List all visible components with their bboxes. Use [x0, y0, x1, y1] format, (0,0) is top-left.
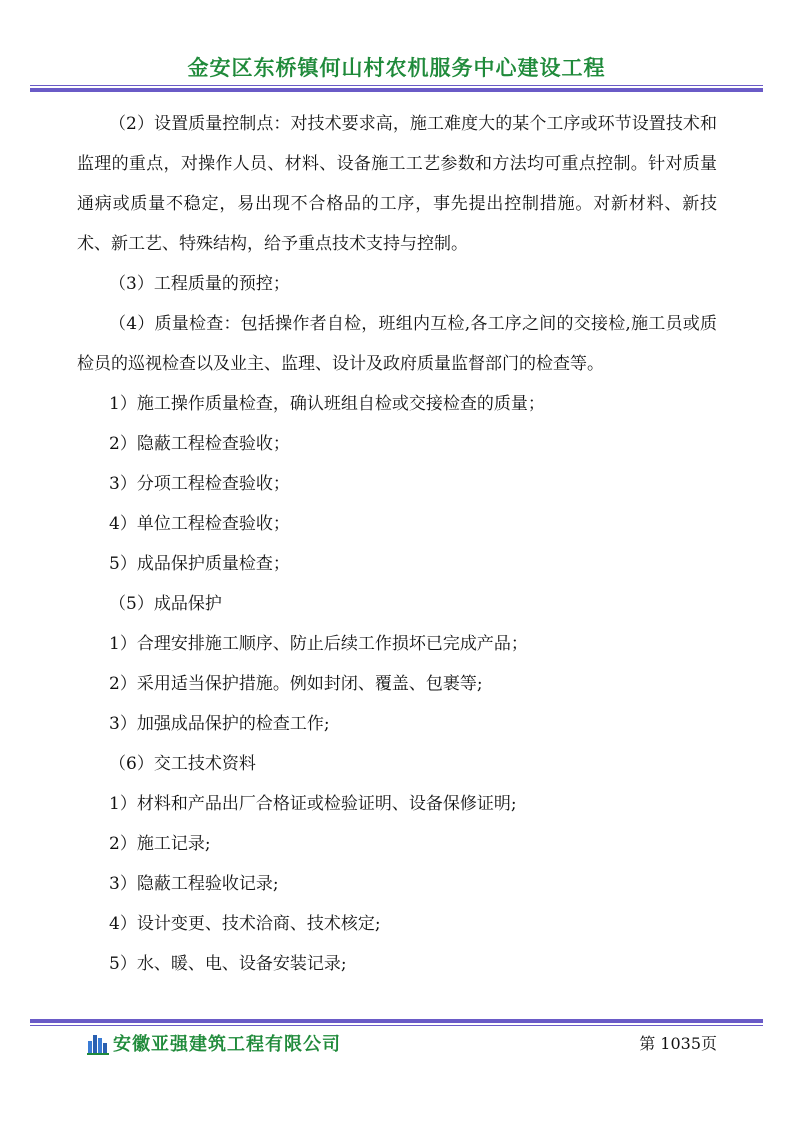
- building-logo-icon: [87, 1031, 109, 1055]
- list-item: 2）采用适当保护措施。例如封闭、覆盖、包裹等;: [109, 674, 483, 694]
- section-heading-handover-documents: （6）交工技术资料: [109, 754, 256, 774]
- list-item: 5）水、暖、电、设备安装记录;: [109, 954, 347, 974]
- list-item: 5）成品保护质量检查；: [109, 554, 290, 574]
- header-title: 金安区东桥镇何山村农机服务中心建设工程: [187, 56, 606, 80]
- list-item: 2）隐蔽工程检查验收；: [109, 434, 290, 454]
- header-rule-thin: [30, 85, 763, 86]
- list-item: 1）合理安排施工顺序、防止后续工作损坏已完成产品；: [109, 634, 528, 654]
- list-item: 4）单位工程检查验收；: [109, 514, 290, 534]
- list-item: 4）设计变更、技术洽商、技术核定;: [109, 914, 381, 934]
- paragraph-pre-control: （3）工程质量的预控；: [109, 274, 290, 294]
- list-item: 1）施工操作质量检查，确认班组自检或交接检查的质量；: [109, 394, 545, 414]
- document-body: [77, 104, 717, 984]
- header-rule-thick: [30, 88, 763, 92]
- paragraph-quality-control-points: （2）设置质量控制点：对技术要求高，施工难度大的某个工序或环节设置技术和监理的重点，对操作人员、材料、设备施工工艺参数和方法均可重点控制。针对质量通病或质量不稳定，易出现不合格品的工序，事先提出控制措施。对新材料、新技术、新工艺、特殊结构，给予重点技术支持与控制。: [77, 114, 717, 254]
- page-number: 第 1035页: [639, 1034, 717, 1053]
- section-heading-product-protection: （5）成品保护: [109, 594, 222, 614]
- footer-company: [87, 1030, 341, 1056]
- list-item: 3）隐蔽工程验收记录;: [109, 874, 279, 894]
- footer-rule-thin: [30, 1025, 763, 1026]
- list-item: 1）材料和产品出厂合格证或检验证明、设备保修证明;: [109, 794, 517, 814]
- list-item: 3）分项工程检查验收；: [109, 474, 290, 494]
- list-item: 2）施工记录;: [109, 834, 211, 854]
- footer-rule-thick: [30, 1019, 763, 1023]
- company-name: 安徽亚强建筑工程有限公司: [113, 1034, 341, 1055]
- list-item: 3）加强成品保护的检查工作;: [109, 714, 330, 734]
- paragraph-quality-inspection: （4）质量检查：包括操作者自检，班组内互检,各工序之间的交接检,施工员或质检员的巡视检查以及业主、监理、设计及政府质量监督部门的检查等。: [77, 314, 717, 374]
